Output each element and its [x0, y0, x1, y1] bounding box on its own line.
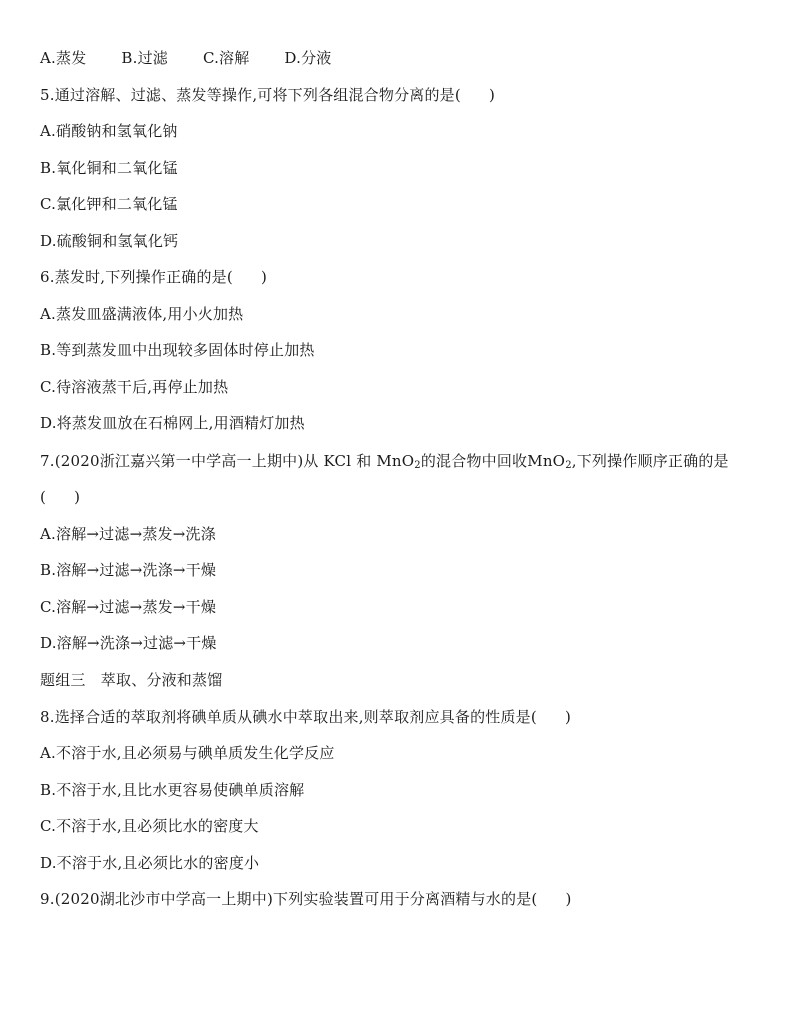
- q5-stem-text: 5.通过溶解、过滤、蒸发等操作,可将下列各组混合物分离的是(: [40, 86, 461, 104]
- q4-option-b: B.过滤: [121, 49, 168, 67]
- q6-option-d: D.将蒸发皿放在石棉网上,用酒精灯加热: [40, 414, 305, 432]
- q8-option-a: A.不溶于水,且必须易与碘单质发生化学反应: [40, 744, 335, 762]
- q5-option-c: C.氯化钾和二氧化锰: [40, 195, 178, 213]
- q6-stem-end: ): [260, 268, 267, 286]
- q8-stem: [40, 708, 571, 726]
- q7-answer-paren: [40, 488, 80, 506]
- q6-option-c: C.待溶液蒸干后,再停止加热: [40, 378, 229, 396]
- q9-stem: [40, 890, 572, 908]
- q7-subscript-1: 2: [414, 460, 421, 471]
- q4-option-c: C.溶解: [202, 49, 250, 67]
- q8-stem-end: ): [564, 708, 571, 726]
- q7-stem-part-a: 7.(2020浙江嘉兴第一中学高一上期中)从 KCl 和 MnO: [40, 452, 415, 470]
- q6-option-a: A.蒸发皿盛满液体,用小火加热: [40, 305, 244, 323]
- q5-option-d: D.硫酸铜和氢氧化钙: [40, 232, 179, 250]
- q8-stem-text: 8.选择合适的萃取剂将碘单质从碘水中萃取出来,则萃取剂应具备的性质是(: [40, 708, 537, 726]
- q7-paren-close: ): [74, 488, 81, 506]
- q7-stem: [40, 452, 729, 470]
- q5-stem: [40, 86, 495, 104]
- q5-option-a: A.硝酸钠和氢氧化钠: [40, 122, 178, 140]
- q9-stem-text: 9.(2020湖北沙市中学高一上期中)下列实验装置可用于分离酒精与水的是(: [40, 890, 538, 908]
- q7-option-c: C.溶解→过滤→蒸发→干燥: [40, 598, 217, 616]
- q7-stem-part-c: ,下列操作顺序正确的是: [571, 452, 729, 470]
- q5-stem-end: ): [488, 86, 495, 104]
- q8-option-b: B.不溶于水,且比水更容易使碘单质溶解: [40, 781, 305, 799]
- q7-subscript-2: 2: [565, 460, 572, 471]
- q9-stem-end: ): [565, 890, 572, 908]
- q4-options-row: [40, 49, 331, 67]
- q6-stem-text: 6.蒸发时,下列操作正确的是(: [40, 268, 233, 286]
- q7-option-a: A.溶解→过滤→蒸发→洗涤: [40, 525, 216, 543]
- q6-option-b: B.等到蒸发皿中出现较多固体时停止加热: [40, 341, 315, 359]
- q7-paren-open: (: [40, 488, 47, 506]
- q7-option-b: B.溶解→过滤→洗涤→干燥: [40, 561, 217, 579]
- q5-option-b: B.氧化铜和二氧化锰: [40, 159, 178, 177]
- q4-option-d: D.分液: [284, 49, 332, 67]
- q8-option-d: D.不溶于水,且必须比水的密度小: [40, 854, 260, 872]
- q7-stem-part-b: 的混合物中回收MnO: [420, 452, 566, 470]
- q7-option-d: D.溶解→洗涤→过滤→干燥: [40, 634, 217, 652]
- section-title: 题组三 萃取、分液和蒸馏: [40, 671, 223, 689]
- q6-stem: [40, 268, 267, 286]
- q4-option-a: A.蒸发: [40, 49, 87, 67]
- q8-option-c: C.不溶于水,且必须比水的密度大: [40, 817, 259, 835]
